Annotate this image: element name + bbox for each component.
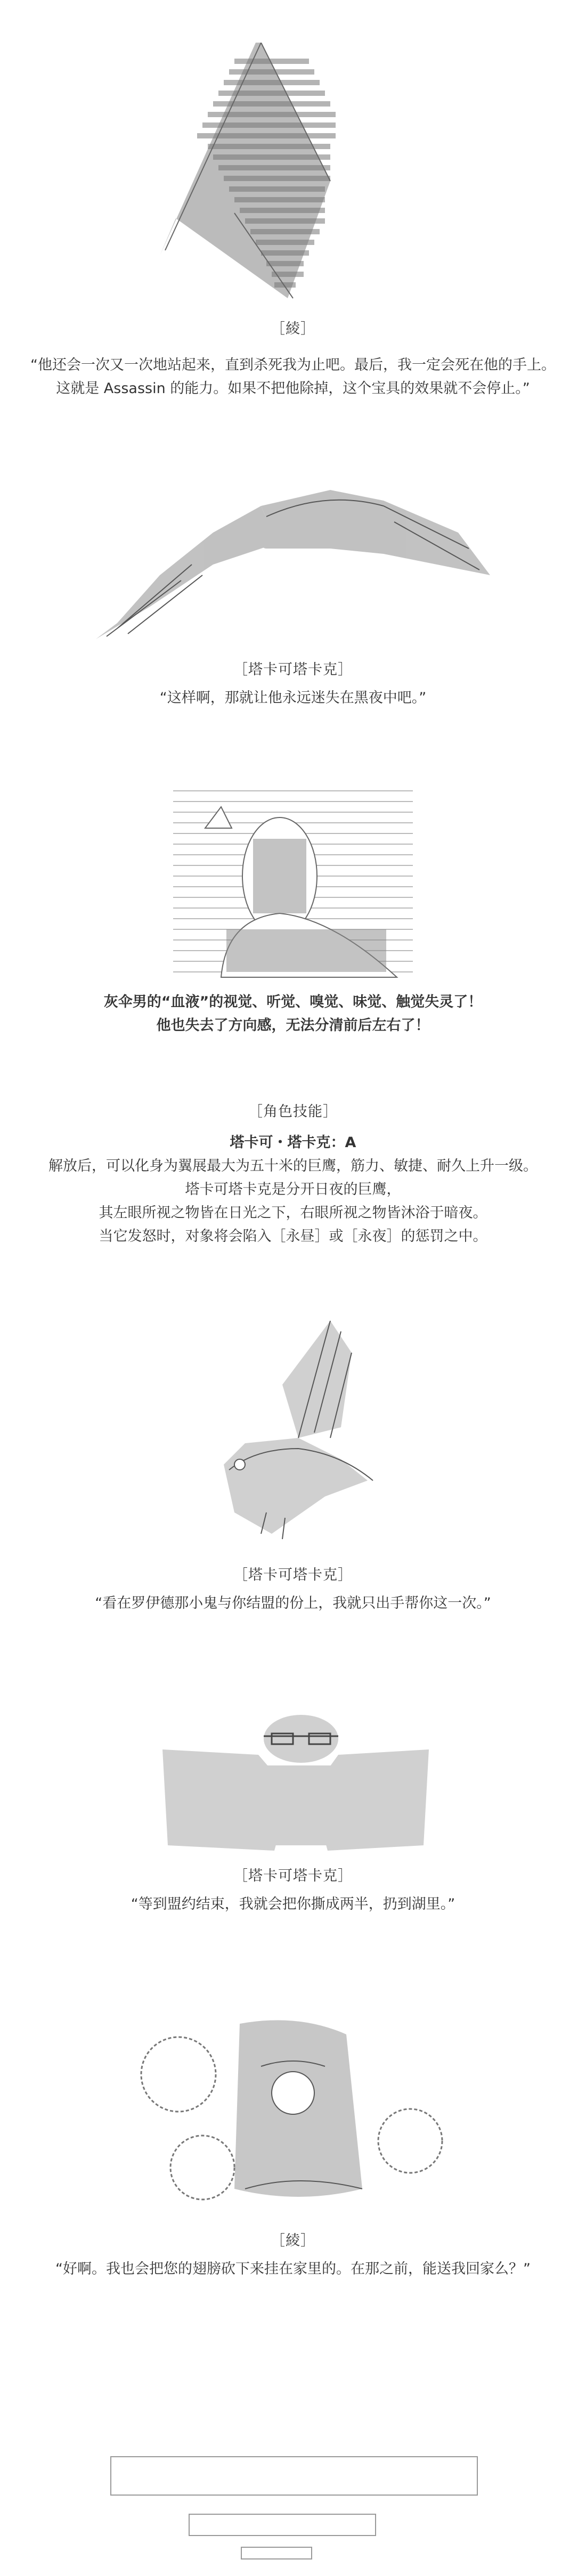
dialogue-line: “好啊。我也会把您的翅膀砍下来挂在家里的。在那之前，能送我回家么？” [55,2261,531,2277]
umbrella-man-ascii-art [173,786,413,988]
skill-description: 其左眼所视之物皆在日光之下，右眼所视之物皆沐浴于暗夜。 [99,1205,487,1221]
dialogue-line: 这就是 Assassin 的能力。如果不把他除掉，这个宝具的效果就不会停止。” [56,380,530,397]
hooded-assassin-ascii-art [154,43,378,314]
dialogue-line: 他也失去了方向感，无法分清前后左右了！ [156,1017,430,1034]
dialogue-line: “他还会一次又一次地站起来，直到杀死我为止吧。最后，我一定会死在他的手上。 [30,357,556,373]
submit-button[interactable] [189,2514,376,2536]
speaker-label: ［塔卡可塔卡克］ [233,1567,353,1583]
winged-creature-ascii-art [85,485,490,644]
spread-wings-ascii-art [157,1712,434,1856]
skill-name: 塔卡可・塔卡克：A [230,1134,356,1151]
speaker-label: ［綾］ [271,321,315,337]
speaker-label: ［角色技能］ [248,1103,338,1120]
panel-2-text [0,658,586,710]
speaker-label: ［綾］ [271,2232,315,2249]
giant-eagle-ascii-art [192,1321,389,1550]
panel-4-text [0,1100,586,1248]
dialogue-line: “这样啊，那就让他永远迷失在黑夜中吧。” [159,690,427,706]
dialogue-line: 灰伞男的“血液”的视觉、听觉、嗅觉、味觉、触觉失灵了！ [103,994,483,1010]
comment-input-box[interactable] [110,2456,478,2496]
skill-description: 塔卡可塔卡克是分开日夜的巨鹰， [185,1181,401,1198]
panel-1-text [0,317,586,400]
girl-with-rings-ascii-art [139,2013,447,2215]
panel-7-text [0,2229,586,2281]
dialogue-line: “看在罗伊德那小鬼与你结盟的份上，我就只出手帮你这一次。” [95,1595,491,1612]
panel-3-text [0,991,586,1037]
small-button[interactable] [241,2547,312,2559]
speaker-label: ［塔卡可塔卡克］ [233,1868,353,1884]
panel-6-text [0,1864,586,1916]
skill-description: 当它发怒时，对象将会陷入［永昼］或［永夜］的惩罚之中。 [99,1228,487,1245]
skill-description: 解放后，可以化身为翼展最大为五十米的巨鹰，筋力、敏捷、耐久上升一级。 [48,1158,538,1174]
speaker-label: ［塔卡可塔卡克］ [233,661,353,678]
panel-5-text [0,1563,586,1615]
dialogue-line: “等到盟约结束，我就会把你撕成两半，扔到湖里。” [131,1896,455,1912]
